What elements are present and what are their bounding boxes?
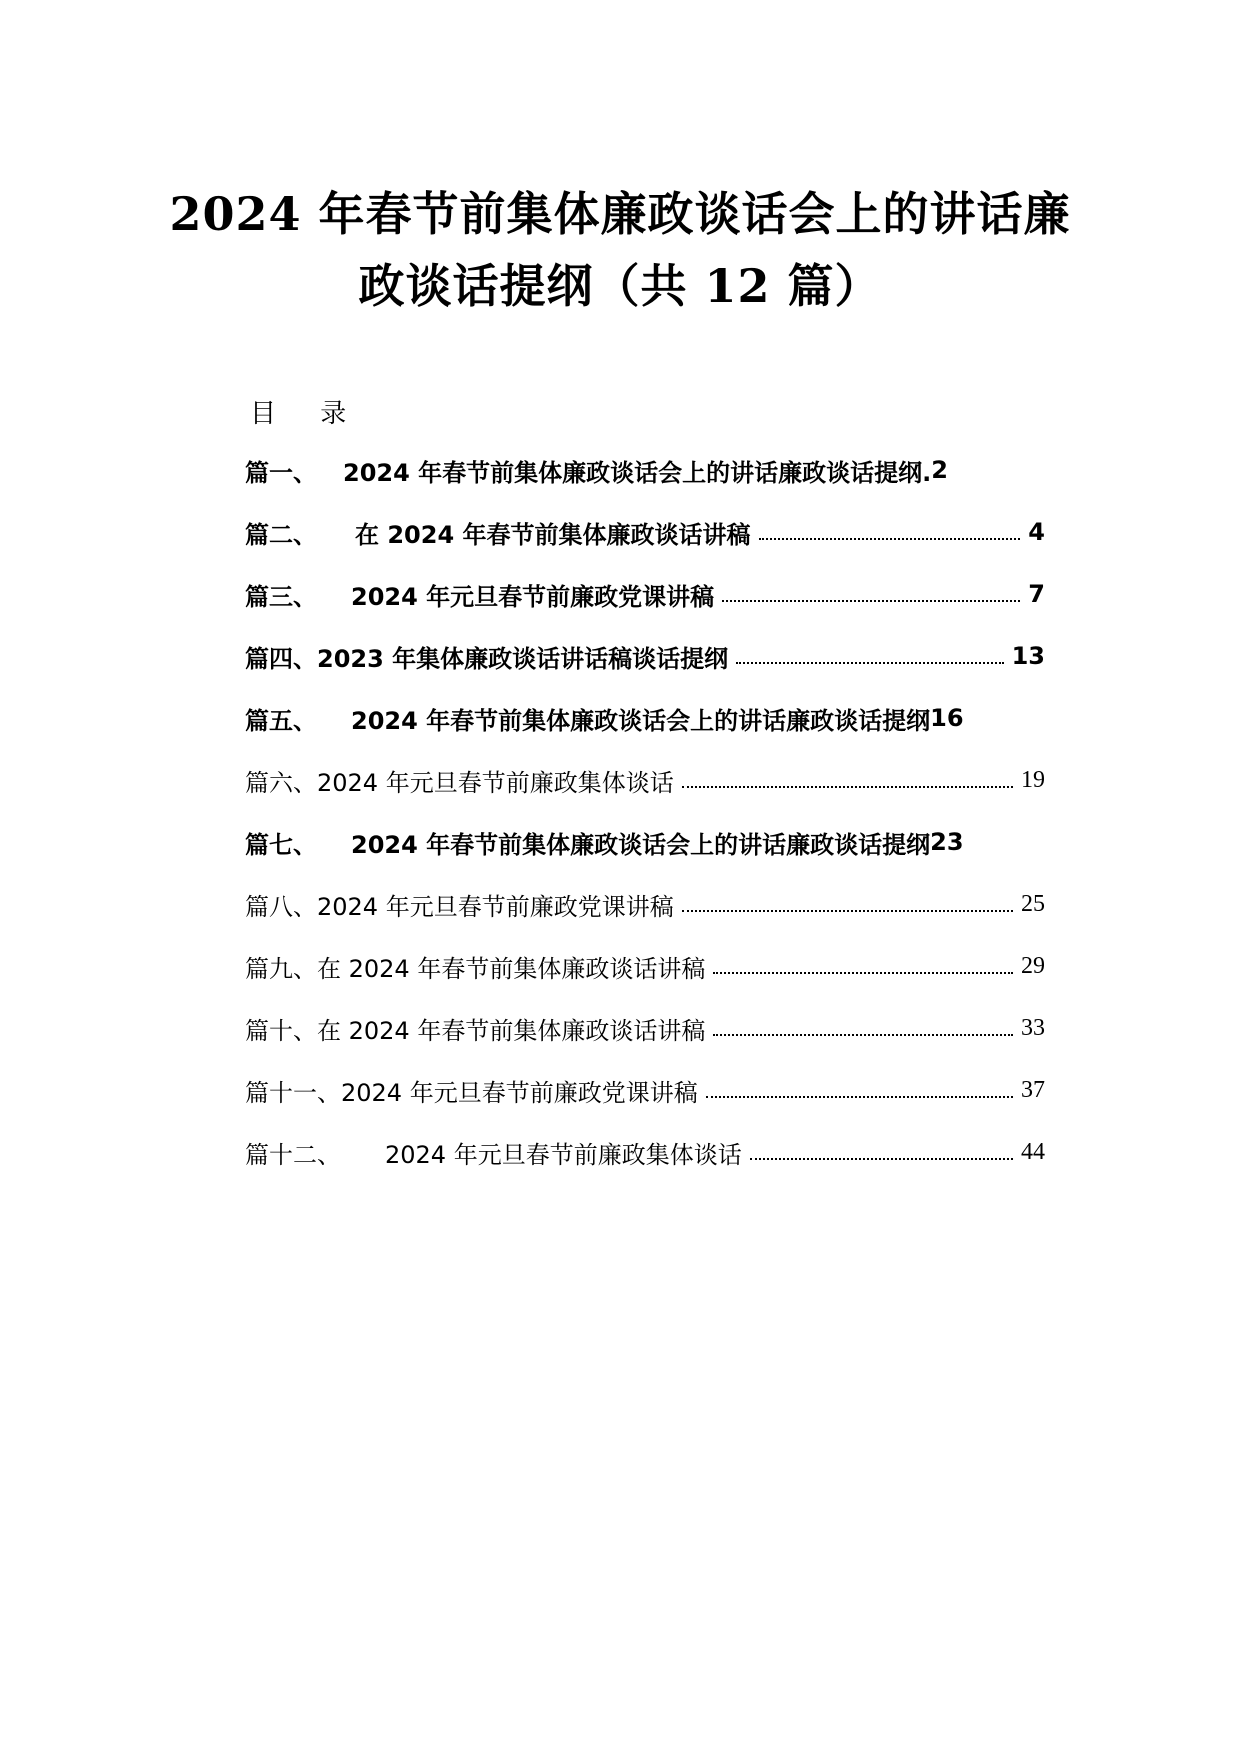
toc-entry-page: 33: [1021, 1014, 1045, 1041]
toc-entry-text: 2024 年春节前集体廉政谈话会上的讲话廉政谈话提纲: [351, 706, 931, 735]
toc-leader-dots: [713, 972, 1013, 974]
toc-entry-page: 13: [1011, 642, 1045, 670]
toc-entry-text: 在 2024 年春节前集体廉政谈话讲稿: [355, 520, 751, 549]
toc-entry-text: 2024 年元旦春节前廉政集体谈话: [385, 1140, 742, 1169]
toc-entry-8[interactable]: [245, 884, 1045, 924]
toc-entry-page: 4: [1028, 518, 1045, 546]
toc-entry-text: 2024 年元旦春节前廉政集体谈话: [317, 768, 674, 797]
toc-entry-number: 篇十一、: [245, 1078, 341, 1107]
toc-entry-number: 篇九、: [245, 954, 317, 983]
toc-entry-number: 篇八、: [245, 892, 317, 921]
toc-entry-page: 16: [930, 704, 964, 732]
toc-entry-text: 2024 年元旦春节前廉政党课讲稿: [341, 1078, 698, 1107]
toc-leader-dots: [706, 1096, 1013, 1098]
toc-entry-5[interactable]: [245, 698, 1045, 738]
toc-entry-number: 篇四、: [245, 644, 317, 673]
toc-entry-page: 44: [1021, 1138, 1045, 1165]
toc-entry-text: 在 2024 年春节前集体廉政谈话讲稿: [317, 1016, 706, 1045]
toc-entry-number: 篇十、: [245, 1016, 317, 1045]
toc-entry-page: 7: [1028, 580, 1045, 608]
title-line-1: 2024 年春节前集体廉政谈话会上的讲话廉: [169, 187, 1071, 241]
toc-entry-text: 在 2024 年春节前集体廉政谈话讲稿: [317, 954, 706, 983]
toc-entry-text: 2024 年春节前集体廉政谈话会上的讲话廉政谈话提纲.: [343, 458, 932, 487]
toc-entry-number: 篇七、: [245, 830, 317, 859]
toc-entry-number: 篇三、: [245, 582, 317, 611]
toc-leader-dots: [713, 1034, 1013, 1036]
toc-entry-number: 篇一、: [245, 458, 317, 487]
toc-entry-7[interactable]: [245, 822, 1045, 862]
toc-leader-dots: [750, 1158, 1013, 1160]
toc-entry-number: 篇十二、: [245, 1140, 341, 1169]
toc-entry-page: 37: [1021, 1076, 1045, 1103]
toc-entry-2[interactable]: [245, 512, 1045, 552]
toc-leader-dots: [759, 538, 1021, 540]
toc-entry-text: 2023 年集体廉政谈话讲话稿谈话提纲: [317, 644, 729, 673]
toc-entry-9[interactable]: [245, 946, 1045, 986]
toc-entry-page: 19: [1021, 766, 1045, 793]
toc-entry-3[interactable]: [245, 574, 1045, 614]
document-title: [150, 178, 1090, 322]
toc-leader-dots: [682, 786, 1013, 788]
toc-entry-text: 2024 年春节前集体廉政谈话会上的讲话廉政谈话提纲: [351, 830, 931, 859]
toc-entry-1[interactable]: [245, 450, 1045, 490]
toc-entry-page: 29: [1021, 952, 1045, 979]
toc-leader-dots: [682, 910, 1013, 912]
toc-entry-text: 2024 年元旦春节前廉政党课讲稿: [317, 892, 674, 921]
toc-entry-number: 篇五、: [245, 706, 317, 735]
toc-leader-dots: [722, 600, 1020, 602]
toc-entry-12[interactable]: [245, 1132, 1045, 1172]
toc-entry-11[interactable]: [245, 1070, 1045, 1110]
toc-entry-10[interactable]: [245, 1008, 1045, 1048]
toc-entry-number: 篇二、: [245, 520, 317, 549]
toc-entry-number: 篇六、: [245, 768, 317, 797]
toc-entry-page: 2: [931, 456, 948, 484]
toc-heading: 目 录: [250, 399, 365, 429]
toc-entry-4[interactable]: [245, 636, 1045, 676]
title-line-2: 政谈话提纲（共 12 篇）: [358, 259, 882, 313]
toc-leader-dots: [736, 662, 1003, 664]
toc-entry-page: 25: [1021, 890, 1045, 917]
toc-entry-text: 2024 年元旦春节前廉政党课讲稿: [351, 582, 715, 611]
toc-entry-page: 23: [930, 828, 964, 856]
toc-entry-6[interactable]: [245, 760, 1045, 800]
